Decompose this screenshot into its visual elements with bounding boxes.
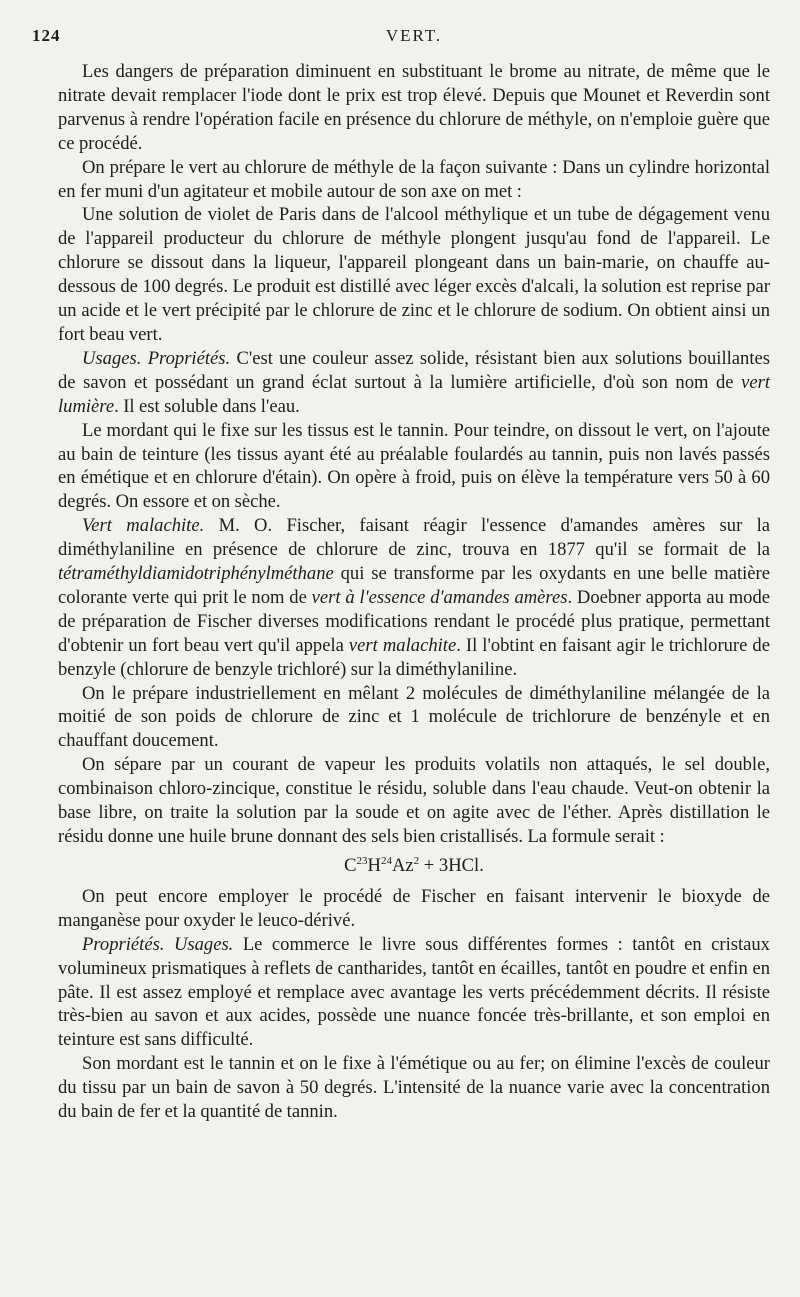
paragraph-usages-properties: Usages. Propriétés. C'est une couleur assez solide, résistant bien aux solutions bouillantes de savon et possédant un grand éclat surtout à la lumière artificielle, d'où son nom de vert lumière. Il est soluble dans l'eau.	[58, 347, 770, 417]
section-lead: Propriétés. Usages.	[82, 933, 234, 955]
paragraph-mordant-tannin: Le mordant qui le fixe sur les tissus est le tannin. Pour teindre, on dissout le vert, on l'ajoute au bain de teinture (les tissus ayant été au préalable foulardés au tannin, puis non lavés passés en émétique et en chlorure d'étain). On opère à froid, puis on élève la température vers 50 à 60 degrés. On essore et on sèche.	[58, 419, 770, 513]
running-head	[32, 26, 770, 56]
term: vert malachite	[348, 634, 457, 656]
term: vert à l'essence d'amandes amères	[311, 586, 568, 608]
paragraph-fischer-manganese: On peut encore employer le procédé de Fischer en faisant intervenir le bioxyde de manganèse pour oxyder le leuco-dérivé.	[58, 885, 770, 931]
paragraph-malachite-green: Vert malachite. M. O. Fischer, faisant réagir l'essence d'amandes amères sur la diméthylaniline en présence de chlorure de zinc, trouva en 1877 qu'il se formait de la tétraméthyldiamidotriphénylméthane qui se transforme par les oxydants en une belle matière colorante verte qui prit le nom de vert à l'essence d'amandes amères. Doebner apporta au mode de préparation de Fischer diverses modifications rendant le procédé plus pratique, permettant d'obtenir un fort beau vert qu'il appela vert malachite. Il l'obtint en faisant agir le trichlorure de benzyle (chlorure de benzyle trichloré) sur la diméthylaniline.	[58, 515, 771, 680]
section-lead: Usages. Propriétés.	[82, 347, 231, 369]
paragraph-paris-violet-solution: Une solution de violet de Paris dans de l'alcool méthylique et un tube de dégagement venu de l'appareil producteur du chlorure de méthyle plongent jusqu'au fond de l'appareil. Le chlorure se dissout dans la liqueur, l'appareil plongeant dans un bain-marie, on chauffe au-dessous de 100 degrés. Le produit est distillé avec léger excès d'alcali, la solution est reprise par un acide et le vert précipité par le chlorure de zinc et le chlorure de sodium. On obtient ainsi un fort beau vert.	[58, 204, 770, 345]
paragraph-mordant-fixing: Son mordant est le tannin et on le fixe à l'émétique ou au fer; on élimine l'excès de couleur du tissu par un bain de savon à 50 degrés. L'intensité de la nuance varie avec la concentration du bain de fer et la quantité de tannin.	[58, 1053, 770, 1123]
chemical-formula: $C^{23}H^{24}Az^2 + 3HCl$.	[344, 854, 484, 876]
paragraph-methyl-chloride-method: On prépare le vert au chlorure de méthyle de la façon suivante : Dans un cylindre horizontal en fer muni d'un agitateur et mobile autour de son axe on met :	[58, 156, 770, 202]
term: vert lumière	[58, 371, 770, 417]
running-title: VERT.	[385, 26, 443, 45]
term: tétraméthyldiamidotriphénylméthane	[58, 563, 334, 585]
body-text	[58, 60, 770, 1124]
paragraph-bromine-substitution: Les dangers de préparation diminuent en substituant le brome au nitrate, de même que le nitrate devait remplacer l'iode dont le prix est trop élevé. Depuis que Mounet et Reverdin sont parvenus à rendre l'opération facile en présence du chlorure de méthyle, on n'emploie guère que ce procédé.	[58, 61, 770, 154]
paragraph-steam-separation: On sépare par un courant de vapeur les produits volatils non attaqués, le sel double, combinaison chloro-zincique, constitue le résidu, soluble dans l'eau chaude. Veut-on obtenir la base libre, on traite la solution par la soude et on agite avec de l'éther. Après distillation le résidu donne une huile brune donnant des sels bien cristallisés. La formule serait :	[58, 754, 770, 847]
page-number: 124	[32, 26, 61, 45]
paragraph-properties-usages: Propriétés. Usages. Le commerce le livre sous différentes formes : tantôt en cristaux volumineux prismatiques à reflets de cantharides, tantôt en écailles, tantôt en poudre et enfin en pâte. Il est assez employé et remplace avec avantage les verts précédemment décrits. Il résiste très-bien au savon et aux acides, possède une nuance foncée très-brillante, et son emploi en teinture est sans difficulté.	[58, 933, 770, 1051]
paragraph-industrial-preparation: On le prépare industriellement en mêlant 2 molécules de diméthylaniline mélangée de la moitié de son poids de chlorure de zinc et 1 molécule de trichlorure de benzényle et en chauffant doucement.	[58, 682, 770, 752]
section-lead: Vert malachite.	[82, 515, 205, 537]
